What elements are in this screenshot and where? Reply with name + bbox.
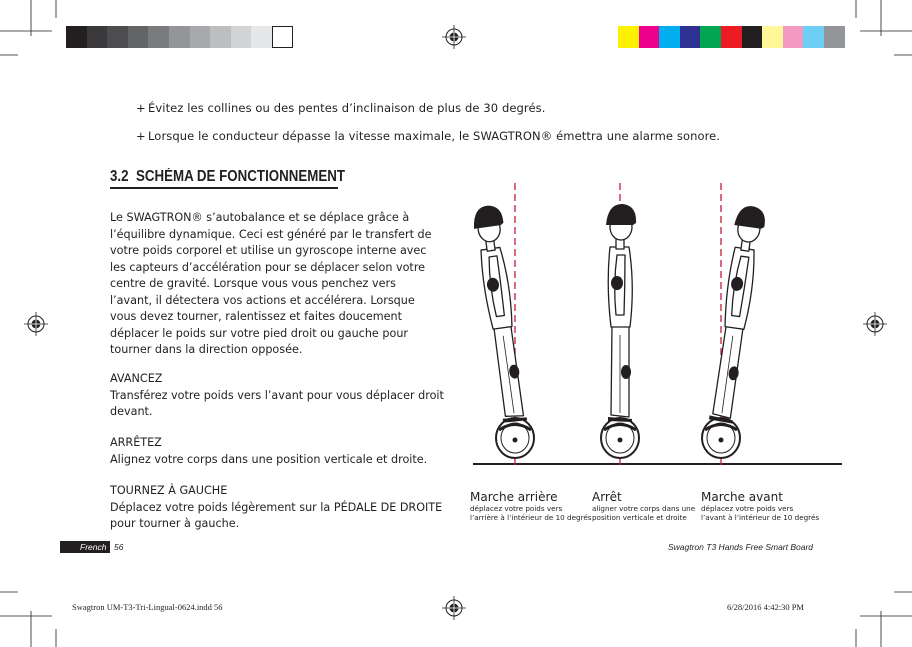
section-title: SCHÉMA DE FONCTIONNEMENT (135, 168, 346, 185)
grayscale-swatch (210, 26, 231, 48)
instruction-text: Transférez votre poids vers l’avant pour vous déplacer droit devant. (110, 388, 444, 418)
grayscale-color-bar (66, 26, 293, 48)
rider-knee-pad (621, 365, 631, 379)
instruction-title: TOURNEZ À GAUCHE (110, 484, 228, 497)
bullet-item (136, 101, 546, 115)
process-swatch (742, 26, 763, 48)
rider-forward (707, 204, 767, 424)
figure-caption-stop (592, 490, 695, 522)
wheel-forward (702, 418, 740, 458)
slug-file: Swagtron UM-T3-Tri-Lingual-0624.indd 56 (72, 602, 223, 612)
section-number: 3.2 (110, 168, 129, 185)
section-heading (110, 168, 345, 186)
grayscale-swatch (128, 26, 149, 48)
wheel-backward (496, 418, 534, 458)
grayscale-swatch (87, 26, 108, 48)
process-swatch (762, 26, 783, 48)
process-swatch (618, 26, 639, 48)
process-swatch (783, 26, 804, 48)
instruction-block (110, 371, 445, 421)
registration-mark-left-icon (24, 312, 48, 336)
grayscale-swatch (169, 26, 190, 48)
bullet-plus: + (136, 129, 146, 143)
grayscale-swatch (272, 26, 293, 48)
registration-mark-top-icon (442, 25, 466, 49)
bullet-text: Évitez les collines ou des pentes d’inclinaison de plus de 30 degrés. (148, 101, 546, 115)
wheel-stop (601, 418, 639, 458)
grayscale-swatch (107, 26, 128, 48)
caption-line: l’arrière à l’intérieur de 10 degrés (470, 513, 592, 522)
caption-title: Marche avant (701, 490, 783, 504)
rider-helmet (606, 204, 636, 225)
process-swatch (659, 26, 680, 48)
rider-helmet (471, 204, 504, 229)
process-swatch (824, 26, 845, 48)
slug-date: 6/28/2016 4:42:30 PM (727, 602, 804, 612)
bullet-plus: + (136, 101, 146, 115)
wheel-hub (513, 438, 518, 443)
caption-line: aligner votre corps dans une (592, 504, 696, 513)
process-color-bar (618, 26, 845, 48)
process-swatch (639, 26, 660, 48)
grayscale-swatch (66, 26, 87, 48)
process-swatch (803, 26, 824, 48)
process-swatch (721, 26, 742, 48)
caption-line: l’avant à l’intérieur de 10 degrés (701, 513, 820, 522)
instruction-text: Alignez votre corps dans une position verticale et droite. (110, 452, 428, 466)
grayscale-swatch (148, 26, 169, 48)
footer-product: Swagtron T3 Hands Free Smart Board (668, 542, 814, 552)
bullet-text: Lorsque le conducteur dépasse la vitesse maximale, le SWAGTRON® émettra une alarme sonore. (148, 129, 721, 143)
process-swatch (700, 26, 721, 48)
intro-paragraph: Le SWAGTRON® s’autobalance et se déplace grâce à l’équilibre dynamique. Ceci est généré par le transfert de votre poids corporel et utilise un gyroscope interne avec les capteurs d’accélération pour se déplacer selon votre centre de gravité. Lorsque vous vous penchez vers l’avant, il détectera vos actions et accélérera. Lorsque vous devez tourner, ralentissez et faites doucement déplacer le poids sur votre pied droit ou gauche pour tourner dans la direction opposée. (110, 211, 432, 356)
grayscale-swatch (251, 26, 272, 48)
figure-caption-backward (470, 490, 592, 522)
caption-title: Marche arrière (470, 490, 558, 504)
rider-backward (471, 204, 531, 424)
rider-elbow-pad (611, 276, 623, 290)
registration-mark-right-icon (863, 312, 887, 336)
process-swatch (680, 26, 701, 48)
caption-line: déplacez votre poids vers (470, 504, 563, 513)
registration-mark-bottom-icon (442, 596, 466, 620)
bullet-item (136, 129, 720, 143)
section-heading-underline (110, 187, 338, 189)
instruction-block (110, 483, 445, 533)
wheel-hub (719, 438, 724, 443)
instruction-block (110, 435, 445, 468)
wheel-hub (618, 438, 623, 443)
page-number: 56 (114, 542, 124, 552)
rider-stop (606, 204, 636, 422)
rider-helmet (734, 204, 767, 229)
riders-illustration (450, 175, 850, 475)
caption-line: position verticale et droite (592, 513, 687, 522)
instruction-title: AVANCEZ (110, 372, 163, 385)
caption-title: Arrêt (592, 490, 622, 504)
instruction-text: Déplacez votre poids légèrement sur la PÉDALE DE DROITE pour tourner à gauche. (110, 500, 443, 530)
grayscale-swatch (190, 26, 211, 48)
caption-line: déplacez votre poids vers (701, 504, 794, 513)
instruction-title: ARRÊTEZ (110, 436, 162, 449)
grayscale-swatch (231, 26, 252, 48)
footer-language: French (80, 542, 107, 552)
figure-caption-forward (701, 490, 819, 522)
